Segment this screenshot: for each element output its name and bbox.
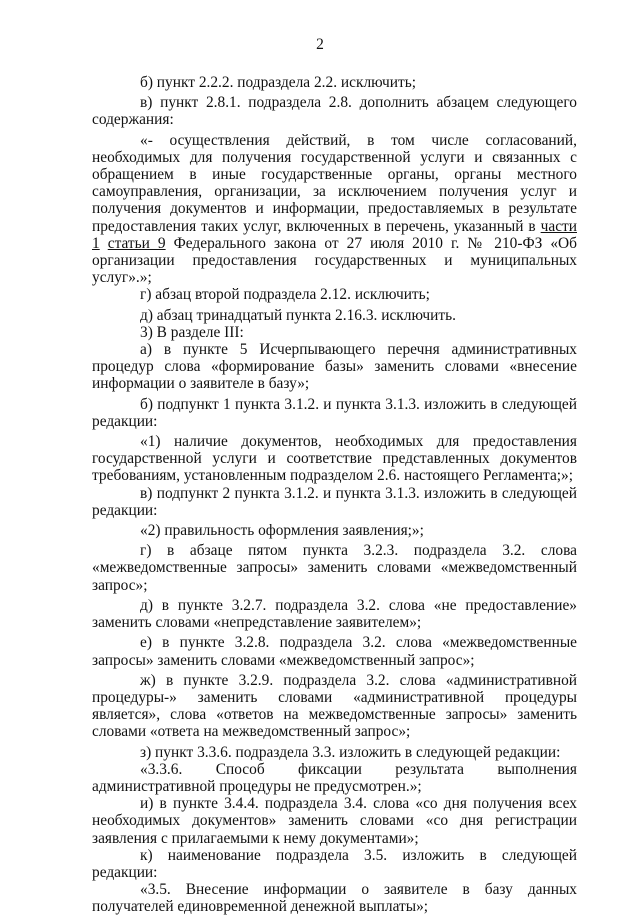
paragraph-v-3-1-2: в) подпункт 2 пункта 3.1.2. и пункта 3.1.3. изложить в следующей редакции: [92, 484, 577, 519]
paragraph-quote-3-5: «3.5. Внесение информации о заявителе в базу данных получателей единовременной денежной выплаты»; [92, 881, 577, 916]
page-number: 2 [316, 36, 324, 53]
link-part-1[interactable]: части 1 [92, 217, 577, 252]
document-body [92, 74, 577, 916]
paragraph-g-3-2-3: г) в абзаце пятом пункта 3.2.3. подраздела 3.2. слова «межведомственные запросы» заменить словами «межведомственный запрос»; [92, 542, 577, 594]
paragraph-e-3-2-8: е) в пункте 3.2.8. подраздела 3.2. слова «межведомственные запросы» заменить словами «межведомственный запрос»; [92, 634, 577, 669]
paragraph-b-2-2-2: б) пункт 2.2.2. подраздела 2.2. исключить; [140, 74, 417, 91]
paragraph-k-3-5: к) наименование подраздела 3.5. изложить в следующей редакции: [92, 846, 577, 881]
quote-text-before: «- осуществления действий, в том числе согласований, необходимых для получения государственной услуги и связанных с обращением в иные государственные органы, органы местного самоуправления, организации, за исключением получения услуг и получения документов и информации, предоставляемых в результате предоставления таких услуг, включенных в перечень, указанный в [92, 131, 577, 235]
quote-text-after: Федерального закона от 27 июля 2010 г. № 210-ФЗ «Об организации предоставления государственных и муниципальных услуг».»; [92, 234, 578, 287]
paragraph-d-3-2-7: д) в пункте 3.2.7. подраздела 3.2. слова «не предоставление» заменить словами «непредставление заявителем»; [92, 596, 577, 632]
paragraph-zh-3-2-9: ж) в пункте 3.2.9. подраздела 3.2. слова «административной процедуры-» заменить словами «административной процедуры является», слова «ответов на межведомственные запросы» заменить словами «ответа на межведомственный запрос»; [92, 671, 577, 741]
paragraph-quote-2: «2) правильность оформления заявления;»; [140, 522, 424, 540]
paragraph-d-2-16-3: д) абзац тринадцатый пункта 2.16.3. исключить. [140, 306, 456, 324]
paragraph-a-punkt-5: а) в пункте 5 Исчерпывающего перечня административных процедур слова «формирование базы» заменить словами «внесение информации о заявителе в базу»; [92, 341, 577, 393]
paragraph-i-3-4-4: и) в пункте 3.4.4. подраздела 3.4. слова «со дня получения всех необходимых документов» заменить словами «со дня регистрации заявления с прилагаемыми к нему документами»; [92, 795, 577, 847]
paragraph-v-2-8-1: в) пункт 2.8.1. подраздела 2.8. дополнить абзацем следующего содержания: [92, 94, 577, 129]
paragraph-quote-3-3-6: «3.3.6. Способ фиксации результата выполнения административной процедуры не предусмотрен.»; [92, 760, 577, 795]
quote-text-space [100, 235, 108, 252]
paragraph-g-2-12: г) абзац второй подраздела 2.12. исключить; [140, 286, 430, 304]
paragraph-quote-1: «1) наличие документов, необходимых для предоставления государственной услуги и соответствие представленных документов требованиям, установленным подразделом 2.6. настоящего Регламента;»; [92, 433, 577, 485]
link-article-9[interactable]: статьи 9 [107, 234, 166, 252]
paragraph-z-3-3-6: з) пункт 3.3.6. подраздела 3.3. изложить в следующей редакции: [140, 743, 561, 761]
paragraph-section-3: 3) В разделе III: [140, 323, 244, 341]
paragraph-b-3-1-2: б) подпункт 1 пункта 3.1.2. и пункта 3.1.3. изложить в следующей редакции: [92, 395, 577, 430]
paragraph-quote-actions [92, 132, 577, 287]
